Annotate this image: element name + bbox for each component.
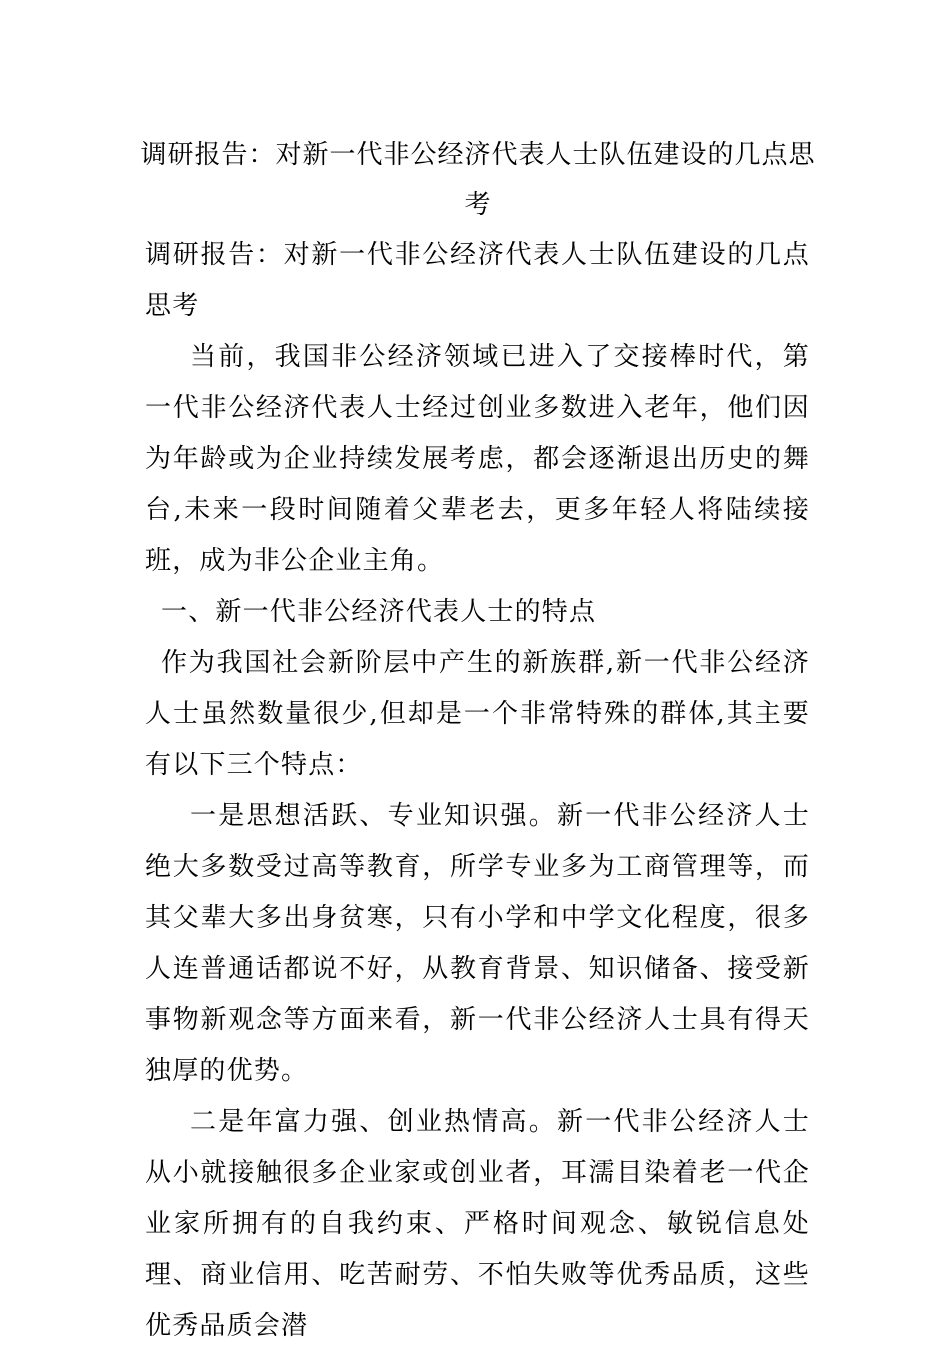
intro-paragraph: 当前，我国非公经济领域已进入了交接棒时代，第一代非公经济代表人士经过创业多数进入老年，他们因为年龄或为企业持续发展考虑，都会逐渐退出历史的舞台,未来一段时间随着父辈老去，更多年轻人将陆续接班，成为非公企业主角。 [145,342,810,576]
repeated-title-paragraph: 调研报告：对新一代非公经济代表人士队伍建设的几点思考 [145,240,810,321]
feature-paragraph-1: 一是思想活跃、专业知识强。新一代非公经济人士绝大多数受过高等教育，所学专业多为工商管理等，而其父辈大多出身贫寒，只有小学和中学文化程度，很多人连普通话都说不好，从教育背景、知识储备、接受新事物新观念等方面来看，新一代非公经济人士具有得天独厚的优势。 [145,801,810,1086]
feature-paragraph-2: 二是年富力强、创业热情高。新一代非公经济人士从小就接触很多企业家或创业者，耳濡目染着老一代企业家所拥有的自我约束、严格时间观念、敏锐信息处理、商业信用、吃苦耐劳、不怕失败等优秀品质，这些优秀品质会潜 [145,1107,810,1341]
document-page [140,130,816,1352]
section-intro-paragraph: 作为我国社会新阶层中产生的新族群,新一代非公经济人士虽然数量很少,但却是一个非常特殊的群体,其主要有以下三个特点： [145,648,810,780]
section-heading-1: 一、新一代非公经济代表人士的特点 [161,597,597,627]
document-title: 调研报告：对新一代非公经济代表人士队伍建设的几点思考 [140,140,816,220]
